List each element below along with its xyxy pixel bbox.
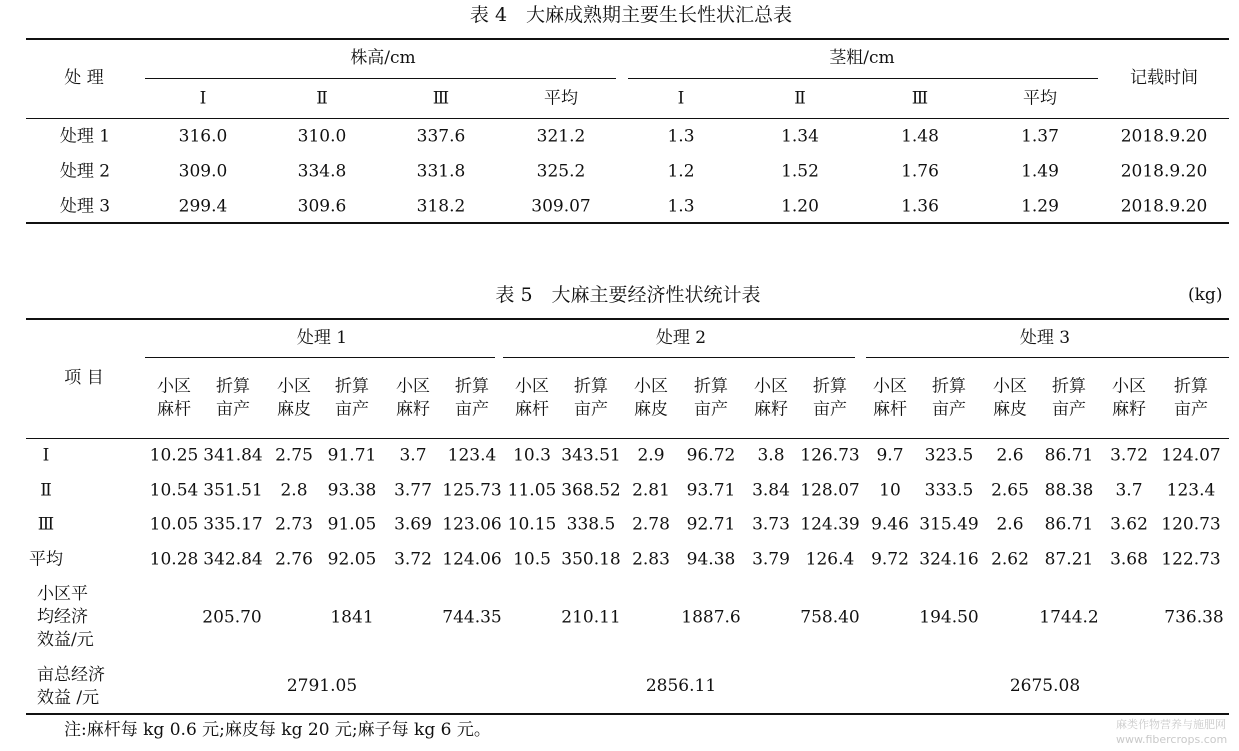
table5-cell: 128.07 [800,480,860,501]
table5-cell: 124.06 [442,549,502,570]
table5-cell: 2.8 [280,480,308,501]
table5-cell: 3.84 [752,480,790,501]
table5-cell: 88.38 [1044,480,1094,501]
table5-subheader-top: 折算 [813,376,847,397]
table4-cell: 321.2 [536,126,586,147]
table5-note: 注:麻杆每 kg 0.6 元;麻皮每 kg 20 元;麻子每 kg 6 元。 [64,720,491,740]
table5-cell: 2.6 [996,514,1024,535]
table4-header-rule [26,118,1229,119]
table5-cell: 92.05 [327,549,377,570]
benefit-value: 205.70 [202,607,262,628]
table5-subheader-bottom: 麻籽 [754,399,788,420]
table5-cell: 10 [879,480,901,501]
table5-cell: 93.71 [686,480,736,501]
table5-cell: 10.25 [149,445,199,466]
table5-cell: 3.79 [752,549,790,570]
table5-cell: 3.72 [1110,445,1148,466]
table4-cell: 316.0 [178,126,228,147]
table5-cell: 9.7 [876,445,904,466]
table4-subheader-1: Ⅰ [199,88,207,109]
table5-subheader-bottom: 亩产 [1174,399,1208,420]
table4-cell: 325.2 [536,161,586,182]
table5-group-1-rule [145,357,495,358]
table4-cell: 1.48 [901,126,939,147]
table5-cell: 2.76 [275,549,313,570]
table5-subheader-top: 折算 [1174,376,1208,397]
table4-stem-subrule [628,78,1098,79]
table5-cell: 87.21 [1044,549,1094,570]
table4-subheader-5: Ⅰ [677,88,685,109]
table4-cell: 299.4 [178,196,228,217]
table5-subheader-bottom: 亩产 [455,399,489,420]
table5-subheader-bottom: 麻皮 [277,399,311,420]
table5-subheader-bottom: 麻杆 [515,399,549,420]
table5-cell: 2.75 [275,445,313,466]
table5-cell: 2.6 [996,445,1024,466]
table4-header-record-time: 记载时间 [1130,68,1198,88]
table5-subheader-bottom: 麻皮 [634,399,668,420]
table5-group-1: 处理 1 [296,328,348,348]
table5-cell: 351.51 [203,480,263,501]
table4-row-label: 处理 3 [59,196,111,217]
table5-subheader-top: 折算 [932,376,966,397]
table5-cell: 3.77 [394,480,432,501]
watermark-line2: www.fibercrops.com [1116,733,1228,746]
table5-cell: 335.17 [203,514,263,535]
table4-cell: 310.0 [297,126,347,147]
table4-cell: 331.8 [416,161,466,182]
table4-cell: 1.29 [1021,196,1059,217]
total-label-line1: 亩总经济 [37,665,105,685]
table5-row-label: 平均 [29,549,63,570]
table4-cell: 334.8 [297,161,347,182]
table4-cell: 2018.9.20 [1120,196,1208,217]
table5-subheader-top: 折算 [335,376,369,397]
table4-header-stem: 茎粗/cm [829,48,895,68]
table4-cell: 1.76 [901,161,939,182]
table5-unit: (kg) [1188,285,1223,305]
table5-row-label: Ⅲ [37,514,55,535]
table4-header-treatment: 处 理 [64,68,104,88]
table5-subheader-bottom: 麻杆 [873,399,907,420]
table4-row-label: 处理 1 [59,126,111,147]
table4-cell: 1.2 [667,161,695,182]
table5-header-rule [26,438,1229,439]
table5-cell: 10.5 [513,549,551,570]
table4-cell: 1.49 [1021,161,1059,182]
table4-top-rule [26,38,1229,40]
table5-subheader-bottom: 麻杆 [157,399,191,420]
table5-cell: 3.8 [757,445,785,466]
total-value-2: 2856.11 [645,676,717,696]
table5-row-label: Ⅰ [42,445,50,466]
table5-cell: 341.84 [203,445,263,466]
table5-cell: 333.5 [924,480,974,501]
table5-cell: 124.39 [800,514,860,535]
table4-cell: 1.20 [781,196,819,217]
table4-subheader-3: Ⅲ [432,88,450,109]
total-value-1: 2791.05 [286,676,358,696]
table4-cell: 1.36 [901,196,939,217]
table5-cell: 126.4 [805,549,855,570]
table5-subheader-bottom: 亩产 [813,399,847,420]
table5-cell: 2.81 [632,480,670,501]
table4-title: 表 4 大麻成熟期主要生长性状汇总表 [469,4,793,26]
table5-cell: 123.4 [447,445,497,466]
table5-cell: 122.73 [1161,549,1221,570]
table5-cell: 3.68 [1110,549,1148,570]
table5-cell: 120.73 [1161,514,1221,535]
table5-cell: 91.71 [327,445,377,466]
table5-cell: 2.73 [275,514,313,535]
table5-cell: 10.28 [149,549,199,570]
table5-cell: 2.83 [632,549,670,570]
table5-cell: 3.7 [399,445,427,466]
table5-cell: 342.84 [203,549,263,570]
table5-cell: 2.9 [637,445,665,466]
table5-subheader-top: 小区 [1112,376,1146,397]
table5-cell: 123.4 [1166,480,1216,501]
table5-subheader-top: 小区 [515,376,549,397]
table5-cell: 9.72 [871,549,909,570]
table4-subheader-8: 平均 [1023,88,1057,109]
benefit-value: 1841 [330,607,374,628]
benefit-value: 1744.2 [1039,607,1099,628]
table4-cell: 337.6 [416,126,466,147]
benefit-label-line1: 小区平 [37,584,88,604]
table5-header-item: 项 目 [64,368,104,388]
table5-subheader-top: 小区 [873,376,907,397]
table5-subheader-top: 小区 [754,376,788,397]
table4-cell: 309.0 [178,161,228,182]
table5-bottom-rule [26,713,1229,715]
table4-cell: 309.6 [297,196,347,217]
table5-cell: 125.73 [442,480,502,501]
table5-cell: 124.07 [1161,445,1221,466]
table5-title: 表 5 大麻主要经济性状统计表 [495,284,761,306]
table5-cell: 3.73 [752,514,790,535]
total-label-line2: 效益 /元 [37,688,100,708]
table5-top-rule [26,318,1229,320]
table4-cell: 1.34 [781,126,819,147]
table5-cell: 91.05 [327,514,377,535]
table5-cell: 10.3 [513,445,551,466]
table5-cell: 92.71 [686,514,736,535]
table5-subheader-bottom: 麻籽 [1112,399,1146,420]
benefit-value: 210.11 [561,607,621,628]
table5-cell: 2.65 [991,480,1029,501]
table5-subheader-top: 折算 [574,376,608,397]
table5-subheader-top: 小区 [396,376,430,397]
table5-cell: 10.54 [149,480,199,501]
table5-cell: 10.15 [507,514,557,535]
benefit-value: 736.38 [1164,607,1224,628]
table5-subheader-bottom: 亩产 [1052,399,1086,420]
table5-cell: 2.78 [632,514,670,535]
table5-cell: 3.62 [1110,514,1148,535]
table5-subheader-top: 折算 [1052,376,1086,397]
table5-cell: 11.05 [507,480,557,501]
table5-cell: 3.69 [394,514,432,535]
table4-cell: 2018.9.20 [1120,161,1208,182]
table5-cell: 94.38 [686,549,736,570]
table4-subheader-4: 平均 [544,88,578,109]
table5-subheader-top: 小区 [993,376,1027,397]
benefit-value: 1887.6 [681,607,741,628]
benefit-value: 744.35 [442,607,502,628]
table4-cell: 2018.9.20 [1120,126,1208,147]
table4-header-height: 株高/cm [350,48,416,68]
table5-cell: 368.52 [561,480,621,501]
table5-group-3-rule [866,357,1229,358]
table5-cell: 343.51 [561,445,621,466]
table5-group-2: 处理 2 [655,328,707,348]
table5-cell: 2.62 [991,549,1029,570]
table4-cell: 309.07 [531,196,591,217]
table4-row-label: 处理 2 [59,161,111,182]
table5-cell: 338.5 [566,514,616,535]
table5-subheader-bottom: 亩产 [335,399,369,420]
table5-subheader-bottom: 亩产 [574,399,608,420]
table5-cell: 123.06 [442,514,502,535]
total-value-3: 2675.08 [1009,676,1081,696]
table5-group-2-rule [503,357,855,358]
table5-cell: 86.71 [1044,445,1094,466]
benefit-label-line2: 均经济 [37,607,88,627]
table5-cell: 350.18 [561,549,621,570]
table5-subheader-bottom: 亩产 [216,399,250,420]
table5-subheader-bottom: 亩产 [694,399,728,420]
table5-cell: 10.05 [149,514,199,535]
table5-cell: 96.72 [686,445,736,466]
table4-cell: 1.37 [1021,126,1059,147]
table5-cell: 9.46 [871,514,909,535]
table5-subheader-bottom: 亩产 [932,399,966,420]
table4-cell: 1.3 [667,196,695,217]
table5-group-3: 处理 3 [1019,328,1071,348]
table5-cell: 324.16 [919,549,979,570]
table5-cell: 315.49 [919,514,979,535]
table5-cell: 3.7 [1115,480,1143,501]
benefit-label-line3: 效益/元 [37,630,94,650]
table5-subheader-top: 小区 [277,376,311,397]
table4-cell: 1.3 [667,126,695,147]
table5-cell: 126.73 [800,445,860,466]
benefit-value: 194.50 [919,607,979,628]
table4-cell: 318.2 [416,196,466,217]
table5-subheader-top: 小区 [634,376,668,397]
table5-subheader-bottom: 麻籽 [396,399,430,420]
table5-cell: 86.71 [1044,514,1094,535]
table5-cell: 323.5 [924,445,974,466]
table5-subheader-top: 折算 [694,376,728,397]
watermark-line1: 麻类作物营养与施肥网 [1116,718,1226,731]
table4-height-subrule [145,78,616,79]
table4-subheader-6: Ⅱ [794,88,806,109]
table4-bottom-rule [26,222,1229,224]
table5-subheader-top: 折算 [216,376,250,397]
table5-subheader-top: 折算 [455,376,489,397]
table5-cell: 3.72 [394,549,432,570]
table4-subheader-7: Ⅲ [911,88,929,109]
table5-subheader-bottom: 麻皮 [993,399,1027,420]
table5-cell: 93.38 [327,480,377,501]
table5-subheader-top: 小区 [157,376,191,397]
benefit-value: 758.40 [800,607,860,628]
table5-row-label: Ⅱ [40,480,52,501]
table4-subheader-2: Ⅱ [316,88,328,109]
table4-cell: 1.52 [781,161,819,182]
